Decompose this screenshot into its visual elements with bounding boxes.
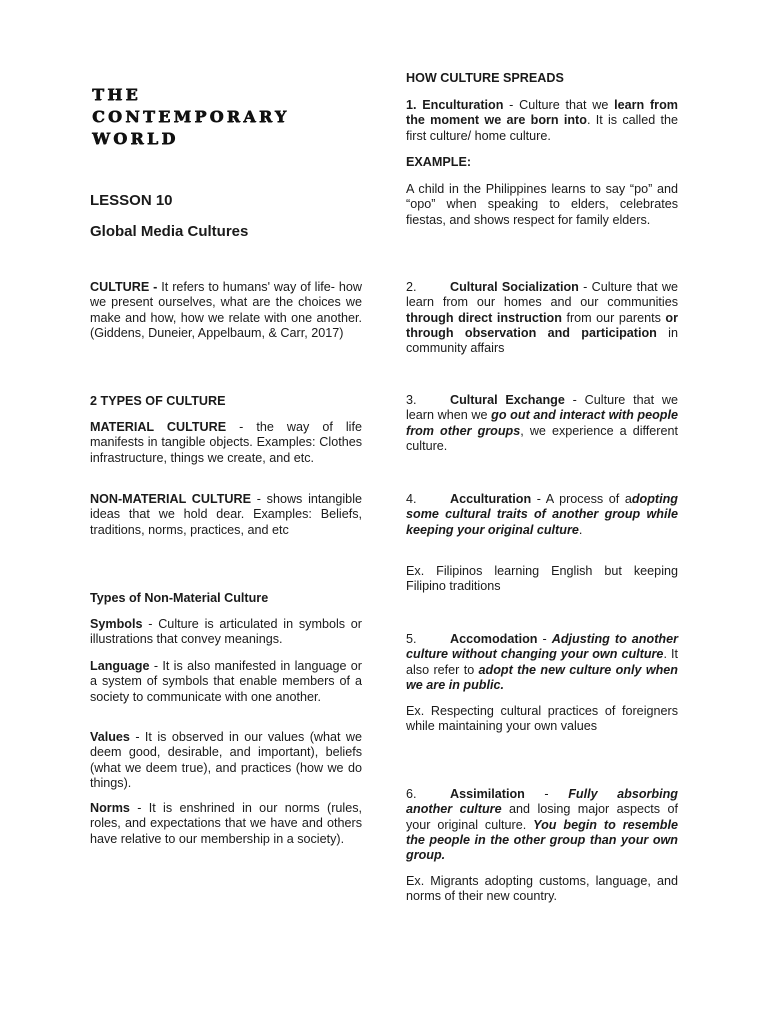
acculturation-example: Ex. Filipinos learning English but keeping Filipino traditions (406, 564, 678, 594)
spread-heading: HOW CULTURE SPREADS (406, 71, 564, 85)
enculturation-text-2: . It is called the first culture/ home culture. (406, 113, 679, 143)
acculturation-text-1: - A process of a (531, 492, 632, 506)
socialization-bold-2: or through observation and participation (406, 310, 678, 340)
assimilation-emphasis-1: Fully absorbing another culture (406, 787, 678, 817)
socialization-text-3: in community affairs (406, 325, 678, 356)
assimilation-example: Ex. Migrants adopting customs, language, and norms of their new country. (406, 874, 678, 904)
nm-types-heading: Types of Non-Material Culture (90, 591, 269, 605)
accomodation-item (406, 632, 678, 693)
language-item (90, 659, 362, 705)
title-line-2: CONTEMPORARY (92, 107, 290, 126)
values-item (90, 730, 362, 791)
material-text: - the way of life manifests in tangible objects. Examples: Clothes infrastructure, things we create, and etc. (90, 420, 362, 465)
symbols-item (90, 617, 362, 648)
socialization-text-1: - Culture that we learn from our homes and our communities (406, 280, 678, 310)
exchange-number: 3. (406, 393, 417, 407)
acculturation-number: 4. (406, 492, 417, 506)
exchange-text-1: - Culture that we learn when we (406, 393, 678, 423)
accomodation-number: 5. (406, 632, 417, 646)
example-label: EXAMPLE: (406, 155, 472, 169)
assimilation-number: 6. (406, 787, 417, 801)
accomodation-emphasis-2: adopt the new culture only when we are in public. (406, 662, 679, 692)
language-text: - It is also manifested in language or a system of symbols that enable members of a society to communicate with one another. (90, 659, 362, 704)
norms-item (90, 801, 362, 847)
non-material-culture (90, 492, 362, 538)
example-text: A child in the Philippines learns to say “po” and “opo” when speaking to elders, celebrates fiestas, and shows respect for family elders. (406, 182, 678, 227)
language-term: Language (90, 659, 150, 673)
title-line-3: WORLD (92, 129, 179, 148)
culture-term: CULTURE - (90, 280, 158, 294)
socialization-text-2: from our parents (561, 310, 666, 325)
exchange-emphasis: go out and interact with people from other groups (406, 408, 678, 438)
enculturation-item (406, 98, 678, 144)
acculturation-item (406, 492, 678, 538)
assimilation-item (406, 787, 678, 863)
socialization-item (406, 280, 678, 356)
symbols-term: Symbols (90, 617, 143, 631)
assimilation-text-1: - (524, 787, 569, 801)
norms-text: - It is enshrined in our norms (rules, roles, and expectations that we have and others have relative to our membership in a society). (90, 801, 362, 846)
accomodation-text-2: . It also refer to (406, 647, 678, 677)
exchange-item (406, 393, 678, 454)
exchange-text-2: , we experience a different culture. (406, 423, 678, 453)
acculturation-emphasis: dopting some cultural traits of another group while keeping your original culture (406, 492, 678, 537)
norms-term: Norms (90, 801, 130, 815)
non-material-text: - shows intangible ideas that we hold dear. Examples: Beliefs, traditions, norms, practices, and etc (90, 492, 362, 537)
non-material-term: NON-MATERIAL CULTURE (90, 492, 252, 506)
socialization-number: 2. (406, 280, 417, 294)
values-text: - It is observed in our values (what we deem good, desirable, and important), beliefs (what we deem true), and practices (how we do things). (90, 730, 362, 790)
accomodation-text-1: - (537, 632, 552, 646)
culture-text: It refers to humans' way of life- how we present ourselves, what are the choices we make and how, how we relate with one another. (Giddens, Duneier, Appelbaum, & Carr, 2017) (90, 280, 362, 340)
material-term: MATERIAL CULTURE (90, 420, 227, 434)
accomodation-emphasis-1: Adjusting to another culture without changing your own culture (406, 632, 678, 662)
material-culture (90, 420, 362, 466)
accomodation-term: Accomodation (450, 632, 538, 646)
acculturation-text-2: . (578, 522, 583, 537)
assimilation-emphasis-2: You begin to resemble the people in the other group than your own group. (406, 817, 678, 863)
exchange-term: Cultural Exchange (450, 393, 565, 407)
enculturation-bold: learn from the moment we are born into (406, 98, 678, 128)
socialization-bold-1: through direct instruction (406, 310, 562, 325)
lesson-subject: Global Media Cultures (90, 223, 249, 240)
types-heading: 2 TYPES OF CULTURE (90, 394, 226, 408)
acculturation-term: Acculturation (450, 492, 532, 506)
socialization-term: Cultural Socialization (450, 280, 579, 294)
values-term: Values (90, 730, 130, 744)
lesson-number: LESSON 10 (90, 192, 173, 209)
accomodation-example: Ex. Respecting cultural practices of foreigners while maintaining your own values (406, 704, 678, 734)
enculturation-text-1: - Culture that we (503, 98, 615, 112)
assimilation-text-2: and losing major aspects of your original culture. (406, 802, 678, 832)
title-line-1: THE (92, 85, 141, 104)
symbols-text: - Culture is articulated in symbols or illustrations that convey meanings. (90, 617, 362, 647)
enculturation-term: 1. Enculturation (406, 98, 504, 112)
culture-definition (90, 280, 362, 341)
assimilation-term: Assimilation (450, 787, 525, 801)
document-title (92, 84, 382, 150)
